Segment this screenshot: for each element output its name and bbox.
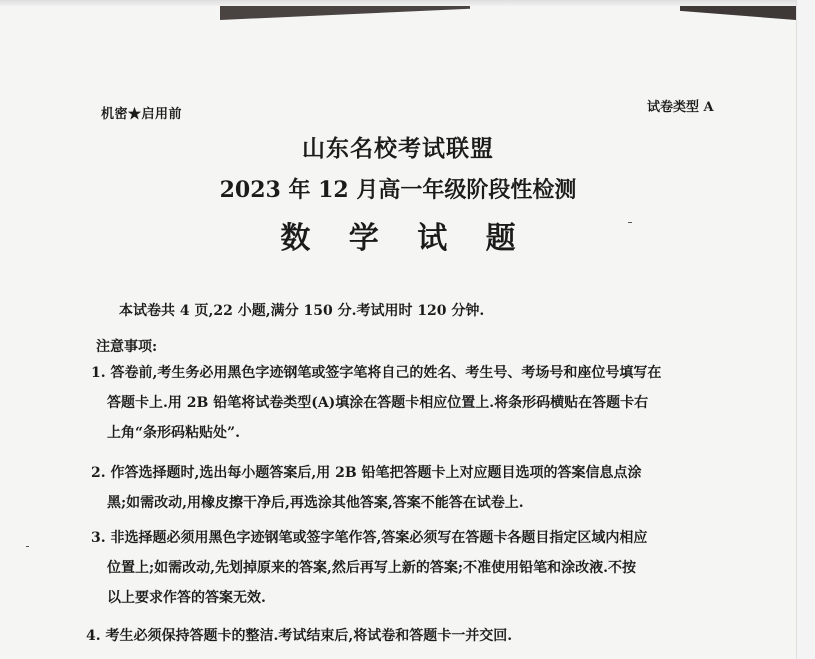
vertical-scrollbar[interactable] — [796, 0, 815, 659]
note-line: 黑;如需改动,用橡皮擦干净后,再选涂其他答案,答案不能答在试卷上. — [107, 495, 524, 511]
note-line: 位置上;如需改动,先划掉原来的答案,然后再写上新的答案;不准使用铅笔和涂改液.不按 — [107, 560, 636, 576]
confidential-label: 机密★启用前 — [101, 107, 183, 122]
subject-title: 数 学 试 题 — [280, 221, 530, 256]
scan-speck — [26, 546, 29, 547]
scan-speck — [628, 222, 632, 223]
note-line: 3. 非选择题必须用黑色字迹钢笔或签字笔作答,答案必须写在答题卡各题目指定区域内相应 — [91, 530, 648, 546]
note-item-4 — [86, 621, 512, 651]
note-item-3 — [91, 523, 647, 613]
scan-edge-shadow-left — [220, 6, 470, 20]
note-line: 2. 作答选择题时,选出每小题答案后,用 2B 铅笔把答题卡上对应题目选项的答案信息点涂 — [91, 465, 642, 481]
note-line: 答题卡上.用 2B 铅笔将试卷类型(A)填涂在答题卡相应位置上.将条形码横贴在答题卡右 — [107, 395, 649, 411]
scan-edge-shadow-right — [680, 6, 796, 20]
exam-name-title: 2023 年 12 月高一年级阶段性检测 — [219, 177, 577, 203]
note-item-2 — [91, 458, 642, 518]
notes-heading: 注意事项: — [96, 339, 158, 355]
note-line: 以上要求作答的答案无效. — [107, 590, 266, 606]
exam-intro-text: 本试卷共 4 页,22 小题,满分 150 分.考试用时 120 分钟. — [119, 303, 485, 319]
note-line: 4. 考生必须保持答题卡的整洁.考试结束后,将试卷和答题卡一并交回. — [86, 628, 513, 644]
exam-league-title: 山东名校考试联盟 — [302, 135, 494, 162]
note-line: 上角“条形码粘贴处”. — [107, 425, 240, 441]
note-line: 1. 答卷前,考生务必用黑色字迹钢笔或签字笔将自己的姓名、考生号、考场号和座位号填写在 — [91, 365, 662, 381]
paper-type-label: 试卷类型 A — [647, 100, 714, 115]
note-item-1 — [91, 358, 661, 448]
scanned-page — [0, 6, 796, 659]
